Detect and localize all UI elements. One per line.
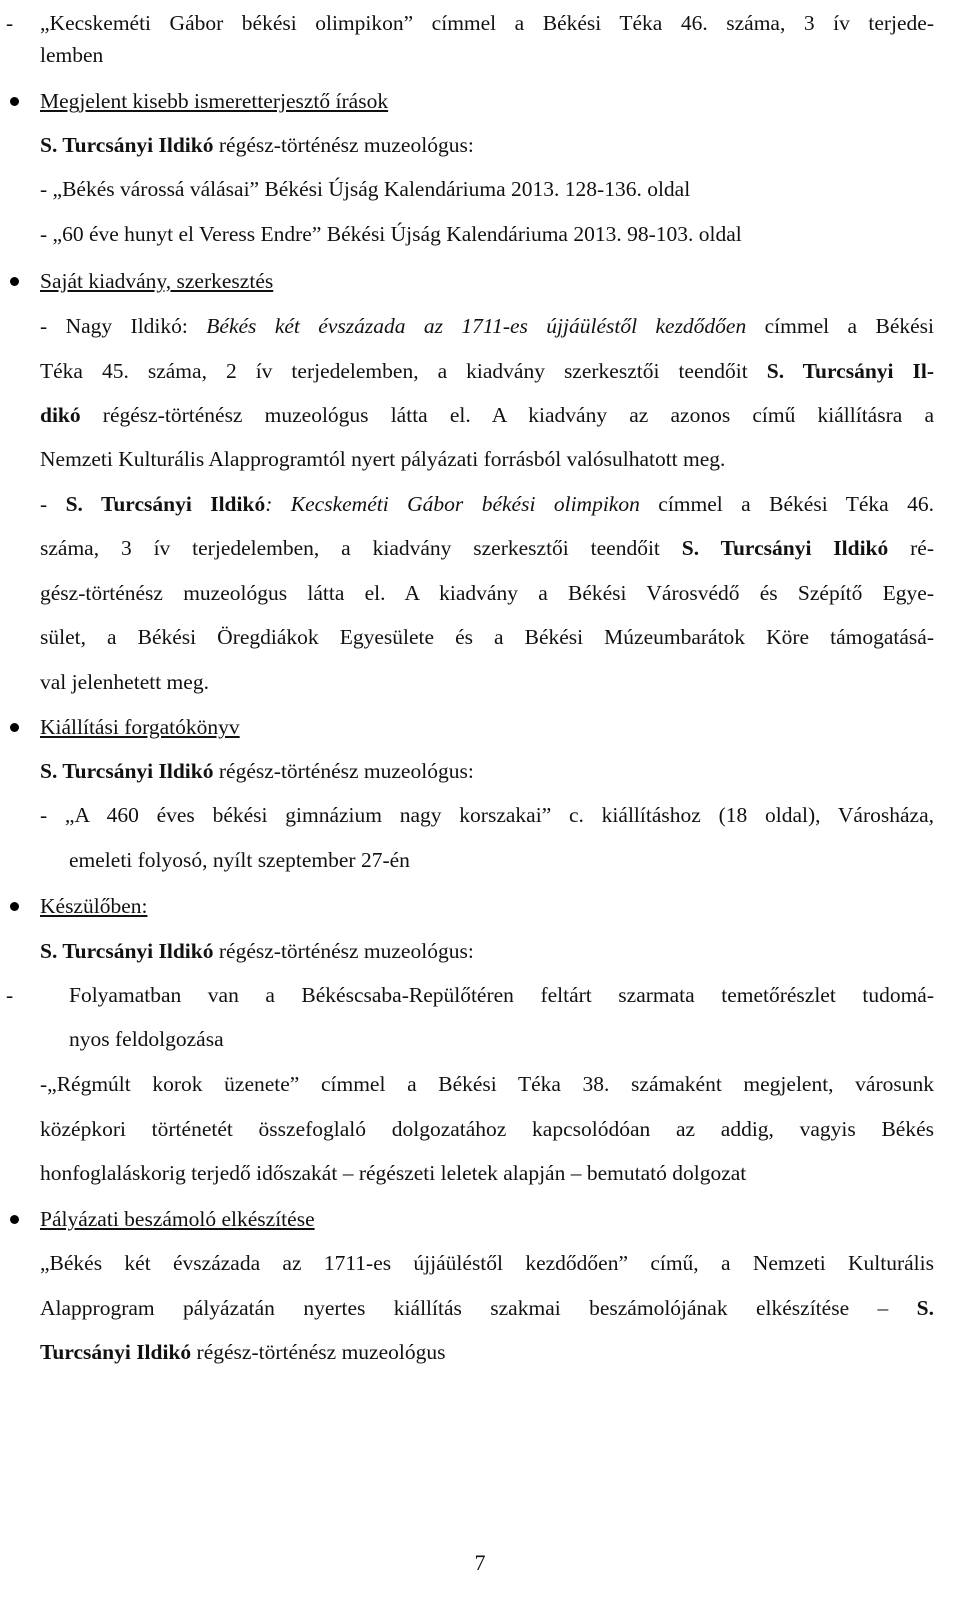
text-run: régész-történész muzeológus látta el. A kiadvány az azonos című kiállításra a — [80, 403, 934, 427]
list-entry: - „60 éve hunyt el Veress Endre” Békési Újság Kalendáriuma 2013. 98-103. oldal — [40, 222, 742, 246]
text-run: száma, 3 ív terjedelemben, a kiadvány szerkesztői teendőit — [40, 536, 682, 560]
author-name: S. Turcsányi Ildikó — [40, 759, 214, 783]
section-heading: Készülőben: — [40, 894, 148, 918]
author-name: dikó — [40, 403, 81, 427]
bullet-icon — [10, 97, 19, 106]
paragraph-text: sület, a Békési Öregdiákok Egyesülete és a Békési Múzeumbarátok Köre támogatásá- — [40, 625, 934, 649]
paragraph-text: lemben — [40, 43, 104, 67]
list-entry: - „A 460 éves békési gimnázium nagy korszakai” c. kiállításhoz (18 oldal), Városháza, — [40, 803, 934, 827]
book-title: Békés két évszázada az 1711-es újjáüléstől kezdődően — [206, 314, 747, 338]
author-role: régész-történész muzeológus: — [213, 939, 474, 963]
section-heading: Pályázati beszámoló elkészítése — [40, 1207, 315, 1231]
author-role: régész-történész muzeológus: — [213, 133, 474, 157]
paragraph-text: Nemzeti Kulturális Alapprogramtól nyert pályázati forrásból valósulhatott meg. — [40, 447, 726, 471]
list-entry: nyos feldolgozása — [69, 1027, 224, 1051]
paragraph-text: honfoglaláskorig terjedő időszakát – régészeti leletek alapján – bemutató dolgozat — [40, 1161, 747, 1185]
text-run: Téka 45. száma, 2 ív terjedelemben, a kiadvány szerkesztői teendőit — [40, 359, 767, 383]
author-role: régész-történész muzeológus — [191, 1340, 446, 1364]
text-run: - Nagy Ildikó: — [40, 314, 207, 338]
page-number: 7 — [474, 1550, 486, 1575]
author-name: S. Turcsányi Ildikó — [40, 939, 214, 963]
paragraph-text: gész-történész muzeológus látta el. A kiadvány a Békési Városvédő és Szépítő Egye- — [40, 581, 934, 605]
author-role: régész-történész muzeológus: — [213, 759, 474, 783]
author-name: S. — [916, 1296, 934, 1320]
section-heading: Saját kiadvány, szerkesztés — [40, 269, 274, 293]
section-heading: Megjelent kisebb ismeretterjesztő írások — [40, 89, 389, 113]
author-name: S. Turcsányi Il- — [766, 359, 935, 383]
text-run: címmel a Békési Téka 46. — [639, 492, 934, 516]
list-entry: - „Békés várossá válásai” Békési Újság Kalendáriuma 2013. 128-136. oldal — [40, 177, 691, 201]
paragraph-text: középkori történetét összefoglaló dolgozatához kapcsolódóan az addig, vagyis Békés — [40, 1117, 934, 1141]
paragraph-text: „Kecskeméti Gábor békési olimpikon” címmel a Békési Téka 46. száma, 3 ív terjede- — [40, 11, 934, 35]
author-name: Turcsányi Ildikó — [40, 1340, 192, 1364]
bullet-icon — [10, 723, 19, 732]
paragraph-text: „Békés két évszázada az 1711-es újjáüléstől kezdődően” című, a Nemzeti Kulturális — [40, 1251, 934, 1275]
bullet-icon — [10, 1215, 19, 1224]
list-entry: Folyamatban van a Békéscsaba-Repülőtéren feltárt szarmata temetőrészlet tudomá- — [69, 983, 934, 1007]
book-title: : Kecskeméti Gábor békési olimpikon — [265, 492, 640, 516]
author-name: S. Turcsányi Ildikó — [681, 536, 889, 560]
dash-marker: - — [6, 983, 14, 1007]
author-name: S. Turcsányi Ildikó — [65, 492, 266, 516]
author-name: S. Turcsányi Ildikó — [40, 133, 214, 157]
bullet-icon — [10, 277, 19, 286]
paragraph-text: val jelenhetett meg. — [40, 670, 209, 694]
section-heading: Kiállítási forgatókönyv — [40, 715, 240, 739]
dash-marker: - — [6, 11, 14, 35]
text-run: címmel a Békési — [746, 314, 934, 338]
text-run: - — [40, 492, 66, 516]
paragraph-text: -„Régmúlt korok üzenete” címmel a Békési Téka 38. számaként megjelent, városunk — [40, 1072, 934, 1096]
text-run: ré- — [888, 536, 934, 560]
text-run: Alapprogram pályázatán nyertes kiállítás szakmai beszámolójának elkészítése – — [40, 1296, 917, 1320]
list-entry: emeleti folyosó, nyílt szeptember 27-én — [69, 848, 410, 872]
bullet-icon — [10, 902, 19, 911]
